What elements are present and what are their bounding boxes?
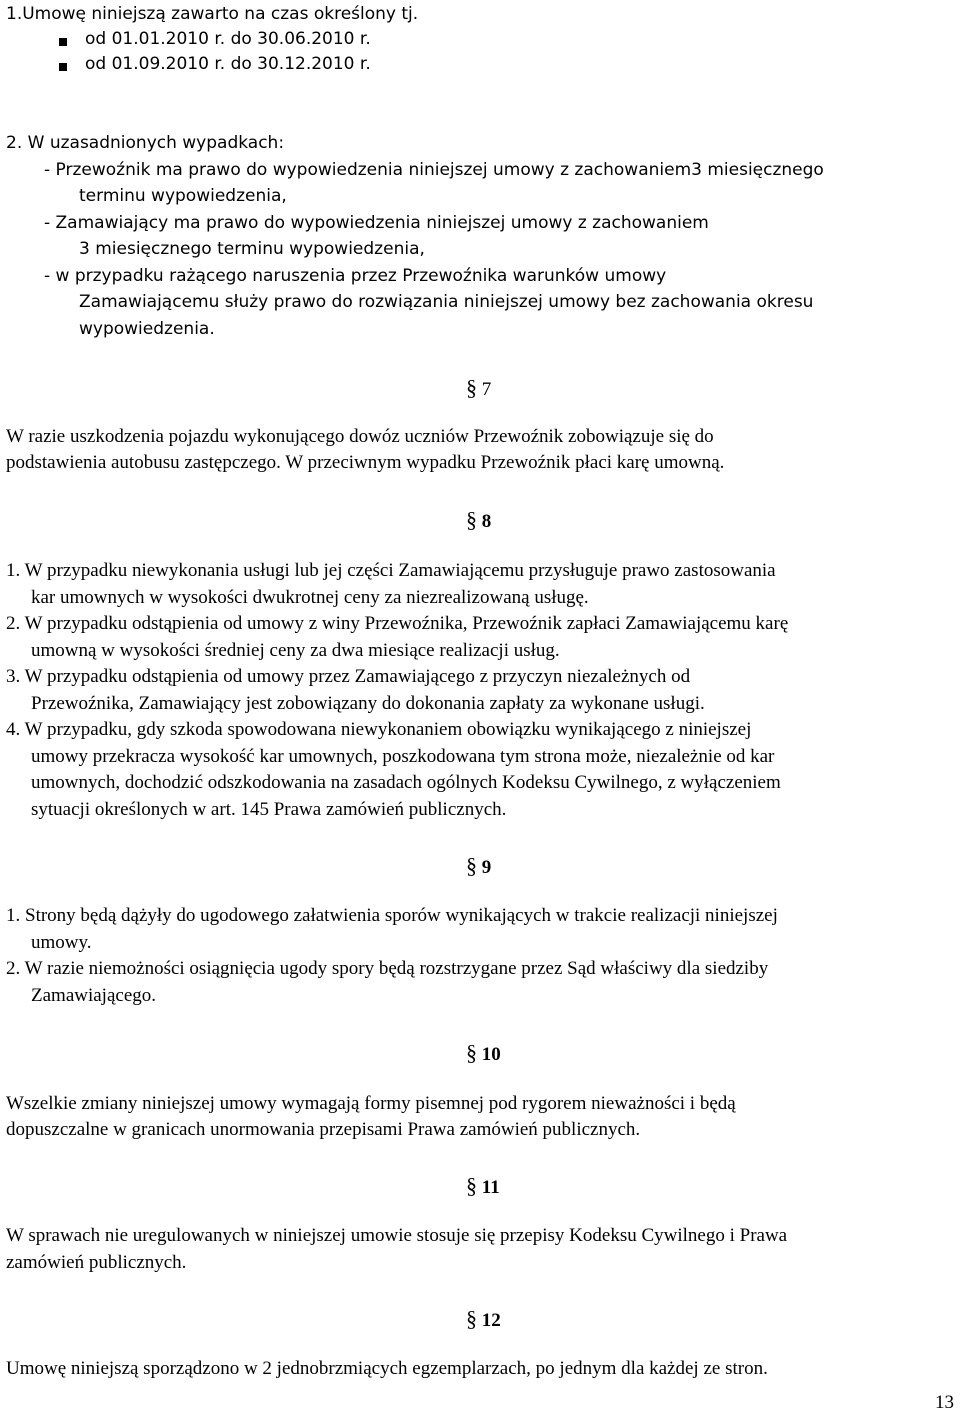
square-bullet-icon [59,63,67,71]
paragraph-11-heading [466,1173,500,1199]
paragraph-8-line: 1. W przypadku niewykonania usługi lub jej części Zamawiającemu przysługuje prawo zastosowania [6,560,776,581]
paragraph-10-heading [466,1040,501,1066]
page-number: 13 [935,1392,954,1413]
section-symbol: § [466,1040,477,1065]
paragraph-7-line: W razie uszkodzenia pojazdu wykonującego dowóz uczniów Przewoźnik zobowiązuje się do [6,426,714,447]
paragraph-11-line: W sprawach nie uregulowanych w niniejszej umowie stosuje się przepisy Kodeksu Cywilnego i Prawa [6,1225,788,1246]
paragraph-8-line: umownych, dochodzić odszkodowania na zasadach ogólnych Kodeksu Cywilnego, z wyłączeniem [31,772,781,793]
square-bullet-icon [59,38,67,46]
paragraph-number: 8 [481,511,492,532]
paragraph-number: 11 [481,1177,500,1198]
paragraph-number: 7 [481,379,492,400]
section-symbol: § [466,1173,477,1198]
paragraph-9-line: 2. W razie niemożności osiągnięcia ugody spory będą rozstrzygane przez Sąd właściwy dla siedziby [6,958,769,979]
paragraph-12-heading [466,1306,501,1332]
section2-intro: 2. W uzasadnionych wypadkach: [6,133,285,153]
section-symbol: § [466,1306,477,1331]
paragraph-9-line: 1. Strony będą dążyły do ugodowego załatwienia sporów wynikających w trakcie realizacji niniejszej [6,905,778,926]
paragraph-11-line: zamówień publicznych. [6,1252,187,1273]
paragraph-10-line: dopuszczalne w granicach unormowania przepisami Prawa zamówień publicznych. [6,1119,641,1140]
paragraph-9-heading [466,853,491,879]
paragraph-number: 9 [481,857,492,878]
paragraph-9-line: Zamawiającego. [31,985,157,1006]
paragraph-8-line: kar umownych w wysokości dwukrotnej ceny za niezrealizowaną usługę. [31,587,589,608]
paragraph-9-line: umowy. [31,932,92,953]
paragraph-8-line: umowną w wysokości średniej ceny za dwa miesiące realizacji usług. [31,640,560,661]
section1-intro: 1.Umowę niniejszą zawarto na czas określony tj. [6,4,419,24]
paragraph-8-line: sytuacji określonych w art. 145 Prawa zamówień publicznych. [31,799,507,820]
paragraph-10-line: Wszelkie zmiany niniejszej umowy wymagają formy pisemnej pod rygorem nieważności i będą [6,1093,736,1114]
paragraph-number: 12 [481,1310,501,1331]
section2-line: - w przypadku rażącego naruszenia przez Przewoźnika warunków umowy [44,266,667,286]
paragraph-12-line: Umowę niniejszą sporządzono w 2 jednobrzmiących egzemplarzach, po jednym dla każdej ze stron. [6,1358,768,1379]
section-symbol: § [466,507,477,532]
section-symbol: § [466,375,477,400]
section2-line: - Zamawiający ma prawo do wypowiedzenia niniejszej umowy z zachowaniem [44,213,709,233]
paragraph-8-heading [466,507,491,533]
section2-line: Zamawiającemu służy prawo do rozwiązania niniejszej umowy bez zachowania okresu [79,292,814,312]
date-range-item: od 01.09.2010 r. do 30.12.2010 r. [85,54,371,74]
section-symbol: § [466,853,477,878]
paragraph-8-line: 4. W przypadku, gdy szkoda spowodowana niewykonaniem obowiązku wynikającego z niniejszej [6,719,752,740]
paragraph-8-line: umowy przekracza wysokość kar umownych, poszkodowana tym strona może, niezależnie od kar [31,746,775,767]
date-range-item: od 01.01.2010 r. do 30.06.2010 r. [85,29,371,49]
paragraph-8-line: 3. W przypadku odstąpienia od umowy przez Zamawiającego z przyczyn niezależnych od [6,666,691,687]
section2-line: wypowiedzenia. [79,319,215,339]
paragraph-number: 10 [481,1044,501,1065]
section2-line: 3 miesięcznego terminu wypowiedzenia, [79,239,425,259]
paragraph-7-line: podstawienia autobusu zastępczego. W przeciwnym wypadku Przewoźnik płaci karę umowną. [6,452,725,473]
paragraph-7-heading [466,375,491,401]
paragraph-8-line: Przewoźnika, Zamawiający jest zobowiązany do dokonania zapłaty za wykonane usługi. [31,693,705,714]
section2-line: terminu wypowiedzenia, [79,186,287,206]
section2-line: - Przewoźnik ma prawo do wypowiedzenia niniejszej umowy z zachowaniem3 miesięcznego [44,160,824,180]
paragraph-8-line: 2. W przypadku odstąpienia od umowy z winy Przewoźnika, Przewoźnik zapłaci Zamawiającemu karę [6,613,789,634]
